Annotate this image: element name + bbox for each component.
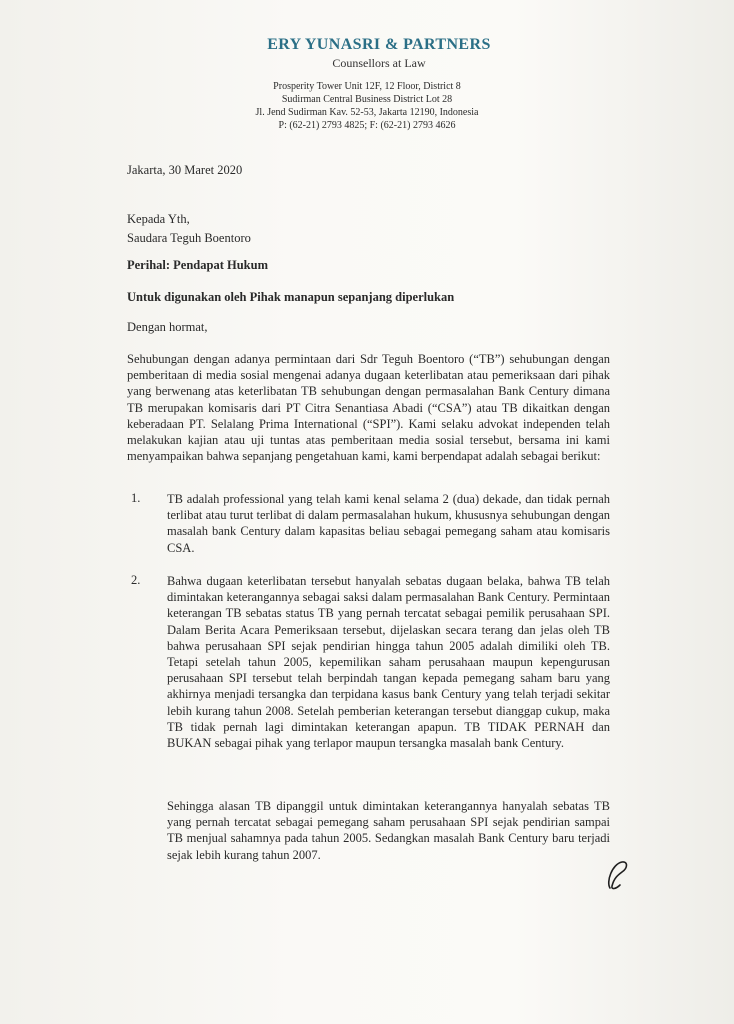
signature-initial-mark [598, 856, 638, 896]
list-item-text: TB adalah professional yang telah kami kenal selama 2 (dua) dekade, dan tidak pernah terlibat atau turut terlibat di dalam permasalahan hukum, khususnya sehubungan dengan masalah bank Century dalam kapasitas beliau sebagai pemegang saham atau komisaris CSA. [167, 492, 610, 555]
list-item-number: 1. [131, 491, 141, 505]
address-line: P: (62-21) 2793 4825; F: (62-21) 2793 4626 [278, 120, 456, 131]
recipient-name: Saudara Teguh Boentoro [127, 231, 251, 245]
recipient-salutation: Kepada Yth, [127, 212, 190, 226]
list-item-text: Bahwa dugaan keterlibatan tersebut hanyalah sebatas dugaan belaka, bahwa TB telah dimintakan keterangannya sebagai saksi dalam permasalahan Bank Century. Permintaan keterangan TB sebatas status TB yang pernah tercatat sebagai pemilik perusahaan SPI. Dalam Berita Acara Pemeriksaan tersebut, dijelaskan secara terang dan jelas oleh TB bahwa perusahaan SPI sejak pendirian hingga tahun 2005 adalah dimiliki oleh TB. Tetapi setelah tahun 2005, kepemilikan saham perusahaan maupun kepengurusan perusahaan SPI tersebut telah berpindah tangan kepada pemegang saham baru yang akhirnya menjadi tersangka dan terpidana kasus bank Century yang telah terjadi sekitar lebih kurang tahun 2008. Setelah pemberian keterangan tersebut dianggap cukup, maka TB tidak pernah lagi dimintakan keterangan apapun. TB TIDAK PERNAH dan BUKAN sebagai pihak yang terlapor maupun tersangka masalah bank Century. [167, 574, 610, 751]
firm-name: ERY YUNASRI & PARTNERS [267, 36, 491, 53]
address-line: Sudirman Central Business District Lot 28 [281, 94, 453, 105]
firm-address [232, 80, 502, 132]
letter-purpose: Untuk digunakan oleh Pihak manapun sepanjang diperlukan [127, 290, 455, 304]
recipient [127, 210, 251, 248]
letter-date: Jakarta, 30 Maret 2020 [127, 163, 243, 177]
closing-paragraph: Sehingga alasan TB dipanggil untuk dimintakan keterangannya hanyalah sebatas TB yang pernah tercatat sebagai pemegang saham perusahaan SPI sejak pendirian sampai TB menjual sahamnya pada tahun 2005. Sedangkan masalah Bank Century baru terjadi sejak lebih kurang tahun 2007. [167, 799, 610, 862]
letter-subject: Perihal: Pendapat Hukum [127, 258, 268, 272]
greeting: Dengan hormat, [127, 320, 208, 334]
intro-paragraph: Sehubungan dengan adanya permintaan dari Sdr Teguh Boentoro (“TB”) sehubungan dengan pemberitaan di media sosial mengenai adanya dugaan keterlibatan atau pemeriksaan dari pihak yang berwenang atas keterlibatan TB sehubungan dengan permasalahan Bank Century dimana TB merupakan komisaris dari PT Citra Senantiasa Abadi (“CSA”) atau TB dikaitkan dengan keberadaan PT. Selalang Prima International (“SPI”). Kami selaku advokat independen telah melakukan kajian atau uji tuntas atas pemberitaan media sosial tersebut, bersama ini kami menyampaikan bahwa sepanjang pengetahuan kami, kami berpendapat adalah sebagai berikut: [127, 352, 610, 464]
firm-subtitle: Counsellors at Law [332, 56, 426, 70]
address-line: Jl. Jend Sudirman Kav. 52-53, Jakarta 12190, Indonesia [255, 107, 479, 118]
address-line: Prosperity Tower Unit 12F, 12 Floor, District 8 [273, 81, 461, 92]
list-item-number: 2. [131, 573, 141, 587]
letterhead [0, 36, 734, 71]
